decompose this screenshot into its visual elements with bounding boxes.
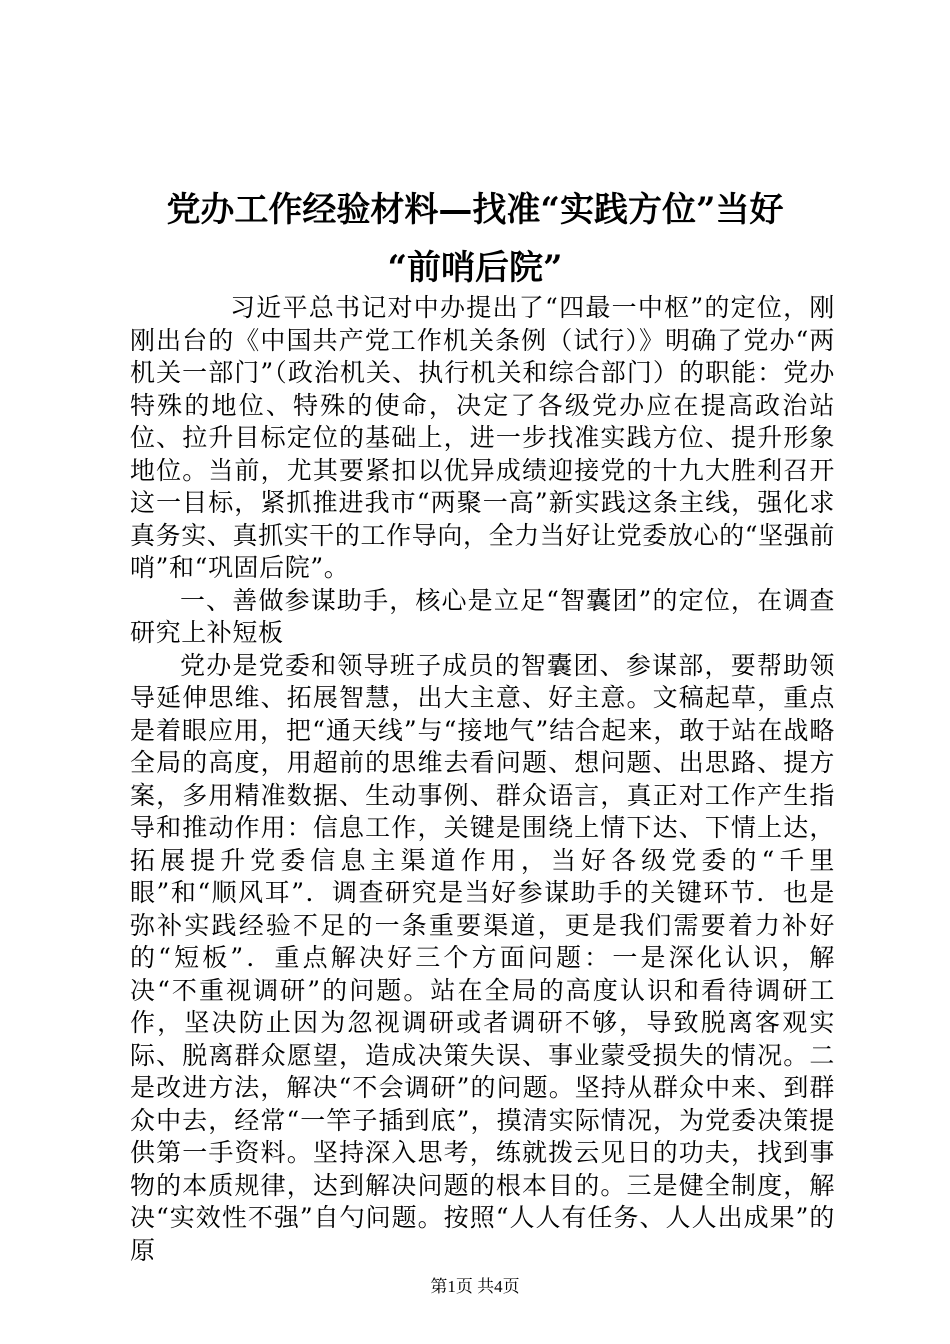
document-title-line-1: 党办工作经验材料—找准“实践方位”当好 [166,190,784,230]
document-body [130,292,835,1267]
body-paragraph: 党办是党委和领导班子成员的智囊团、参谋部，要帮助领导延伸思维、拓展智慧，出大主意、好主意。文稿起草，重点是着眼应用，把“通天线”与“接地气”结合起来，敢于站在战略全局的高度，用超前的思维去看问题、想问题、出思路、提方案，多用精准数据、生动事例、群众语言，真正对工作产生指导和推动作用：信息工作，关键是围绕上情下达、下情上达，拓展提升党委信息主渠道作用，当好各级党委的“千里眼”和“顺风耳”．调查研究是当好参谋助手的关键环节．也是弥补实践经验不足的一条重要渠道，更是我们需要着力补好的“短板”．重点解决好三个方面问题：一是深化认识，解决“不重视调研”的问题。站在全局的高度认识和看待调研工作，坚决防止因为忽视调研或者调研不够，导致脱离客观实际、脱离群众愿望，造成决策失误、事业蒙受损失的情况。二是改进方法，解决“不会调研”的问题。坚持从群众中来、到群众中去，经常“一竿子插到底”，摸清实际情况，为党委决策提供第一手资料。坚持深入思考，练就拨云见日的功夫，找到事物的本质规律，达到解决问题的根本目的。三是健全制度，解决“实效性不强”自勺问题。按照“人人有任务、人人出成果”的原 [130,650,835,1265]
page-number: 第1页 共4页 [430,1277,520,1296]
document-title-line-2: “前哨后院” [387,248,563,288]
body-paragraph: 习近平总书记对中办提出了“四最一中枢”的定位，刚刚出台的《中国共产党工作机关条例（试行）》明确了党办“两机关一部门”（政治机关、执行机关和综合部门）的职能：党办特殊的地位、特殊的使命，决定了各级党办应在提高政治站位、拉升目标定位的基础上，进一步找准实践方位、提升形象地位。当前，尤其要紧扣以优异成绩迎接党的十九大胜利召开这一目标，紧抓推进我市“两聚一高”新实践这条主线，强化求真务实、真抓实干的工作导向，全力当好让党委放心的“坚强前哨”和“巩固后院”。 [130,293,835,582]
section-heading: 一、善做参谋助手，核心是立足“智囊团”的定位，在调查研究上补短板 [130,585,835,647]
